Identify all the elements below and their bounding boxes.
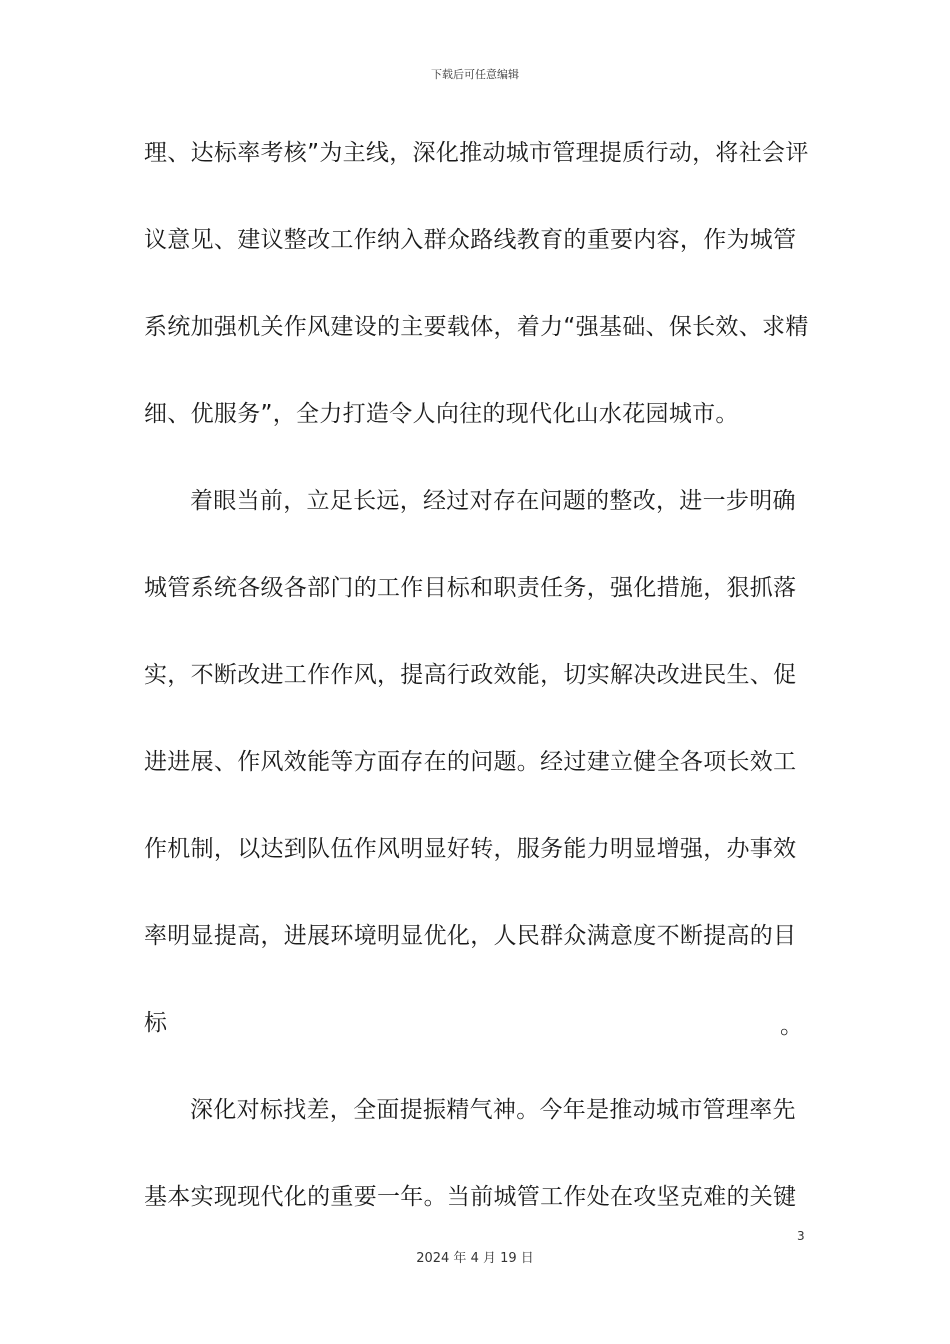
- body-line: 理、达标率考核”为主线，深化推动城市管理提质行动，将社会评: [144, 140, 809, 166]
- body-line: 进进展、作风效能等方面存在的问题。经过建立健全各项长效工: [144, 749, 797, 775]
- page-number: 3: [797, 1229, 805, 1243]
- body-line: 基本实现现代化的重要一年。当前城管工作处在攻坚克难的关键: [144, 1184, 797, 1210]
- body-line: 标: [144, 1010, 168, 1036]
- body-line: 细、优服务”，全力打造令人向往的现代化山水花园城市。: [144, 401, 739, 427]
- body-line: 率明显提高，进展环境明显优化，人民群众满意度不断提高的目: [144, 923, 797, 949]
- paragraph-first-line: 着眼当前，立足长远，经过对存在问题的整改，进一步明确: [190, 488, 796, 514]
- body-line: 作机制，以达到队伍作风明显好转，服务能力明显增强，办事效: [144, 836, 797, 862]
- body-line: 议意见、建议整改工作纳入群众路线教育的重要内容，作为城管: [144, 227, 797, 253]
- paragraph-first-line: 深化对标找差，全面提振精气神。今年是推动城市管理率先: [190, 1097, 796, 1123]
- body-line: 实，不断改进工作作风，提高行政效能，切实解决改进民生、促: [144, 662, 797, 688]
- footer-date: 2024 年 4 月 19 日: [416, 1251, 534, 1266]
- end-period: 。: [780, 1013, 803, 1039]
- page-header: 下载后可任意编辑: [431, 68, 519, 81]
- body-line: 系统加强机关作风建设的主要载体，着力“强基础、保长效、求精: [144, 314, 809, 340]
- body-line: 城管系统各级各部门的工作目标和职责任务，强化措施，狠抓落: [144, 575, 797, 601]
